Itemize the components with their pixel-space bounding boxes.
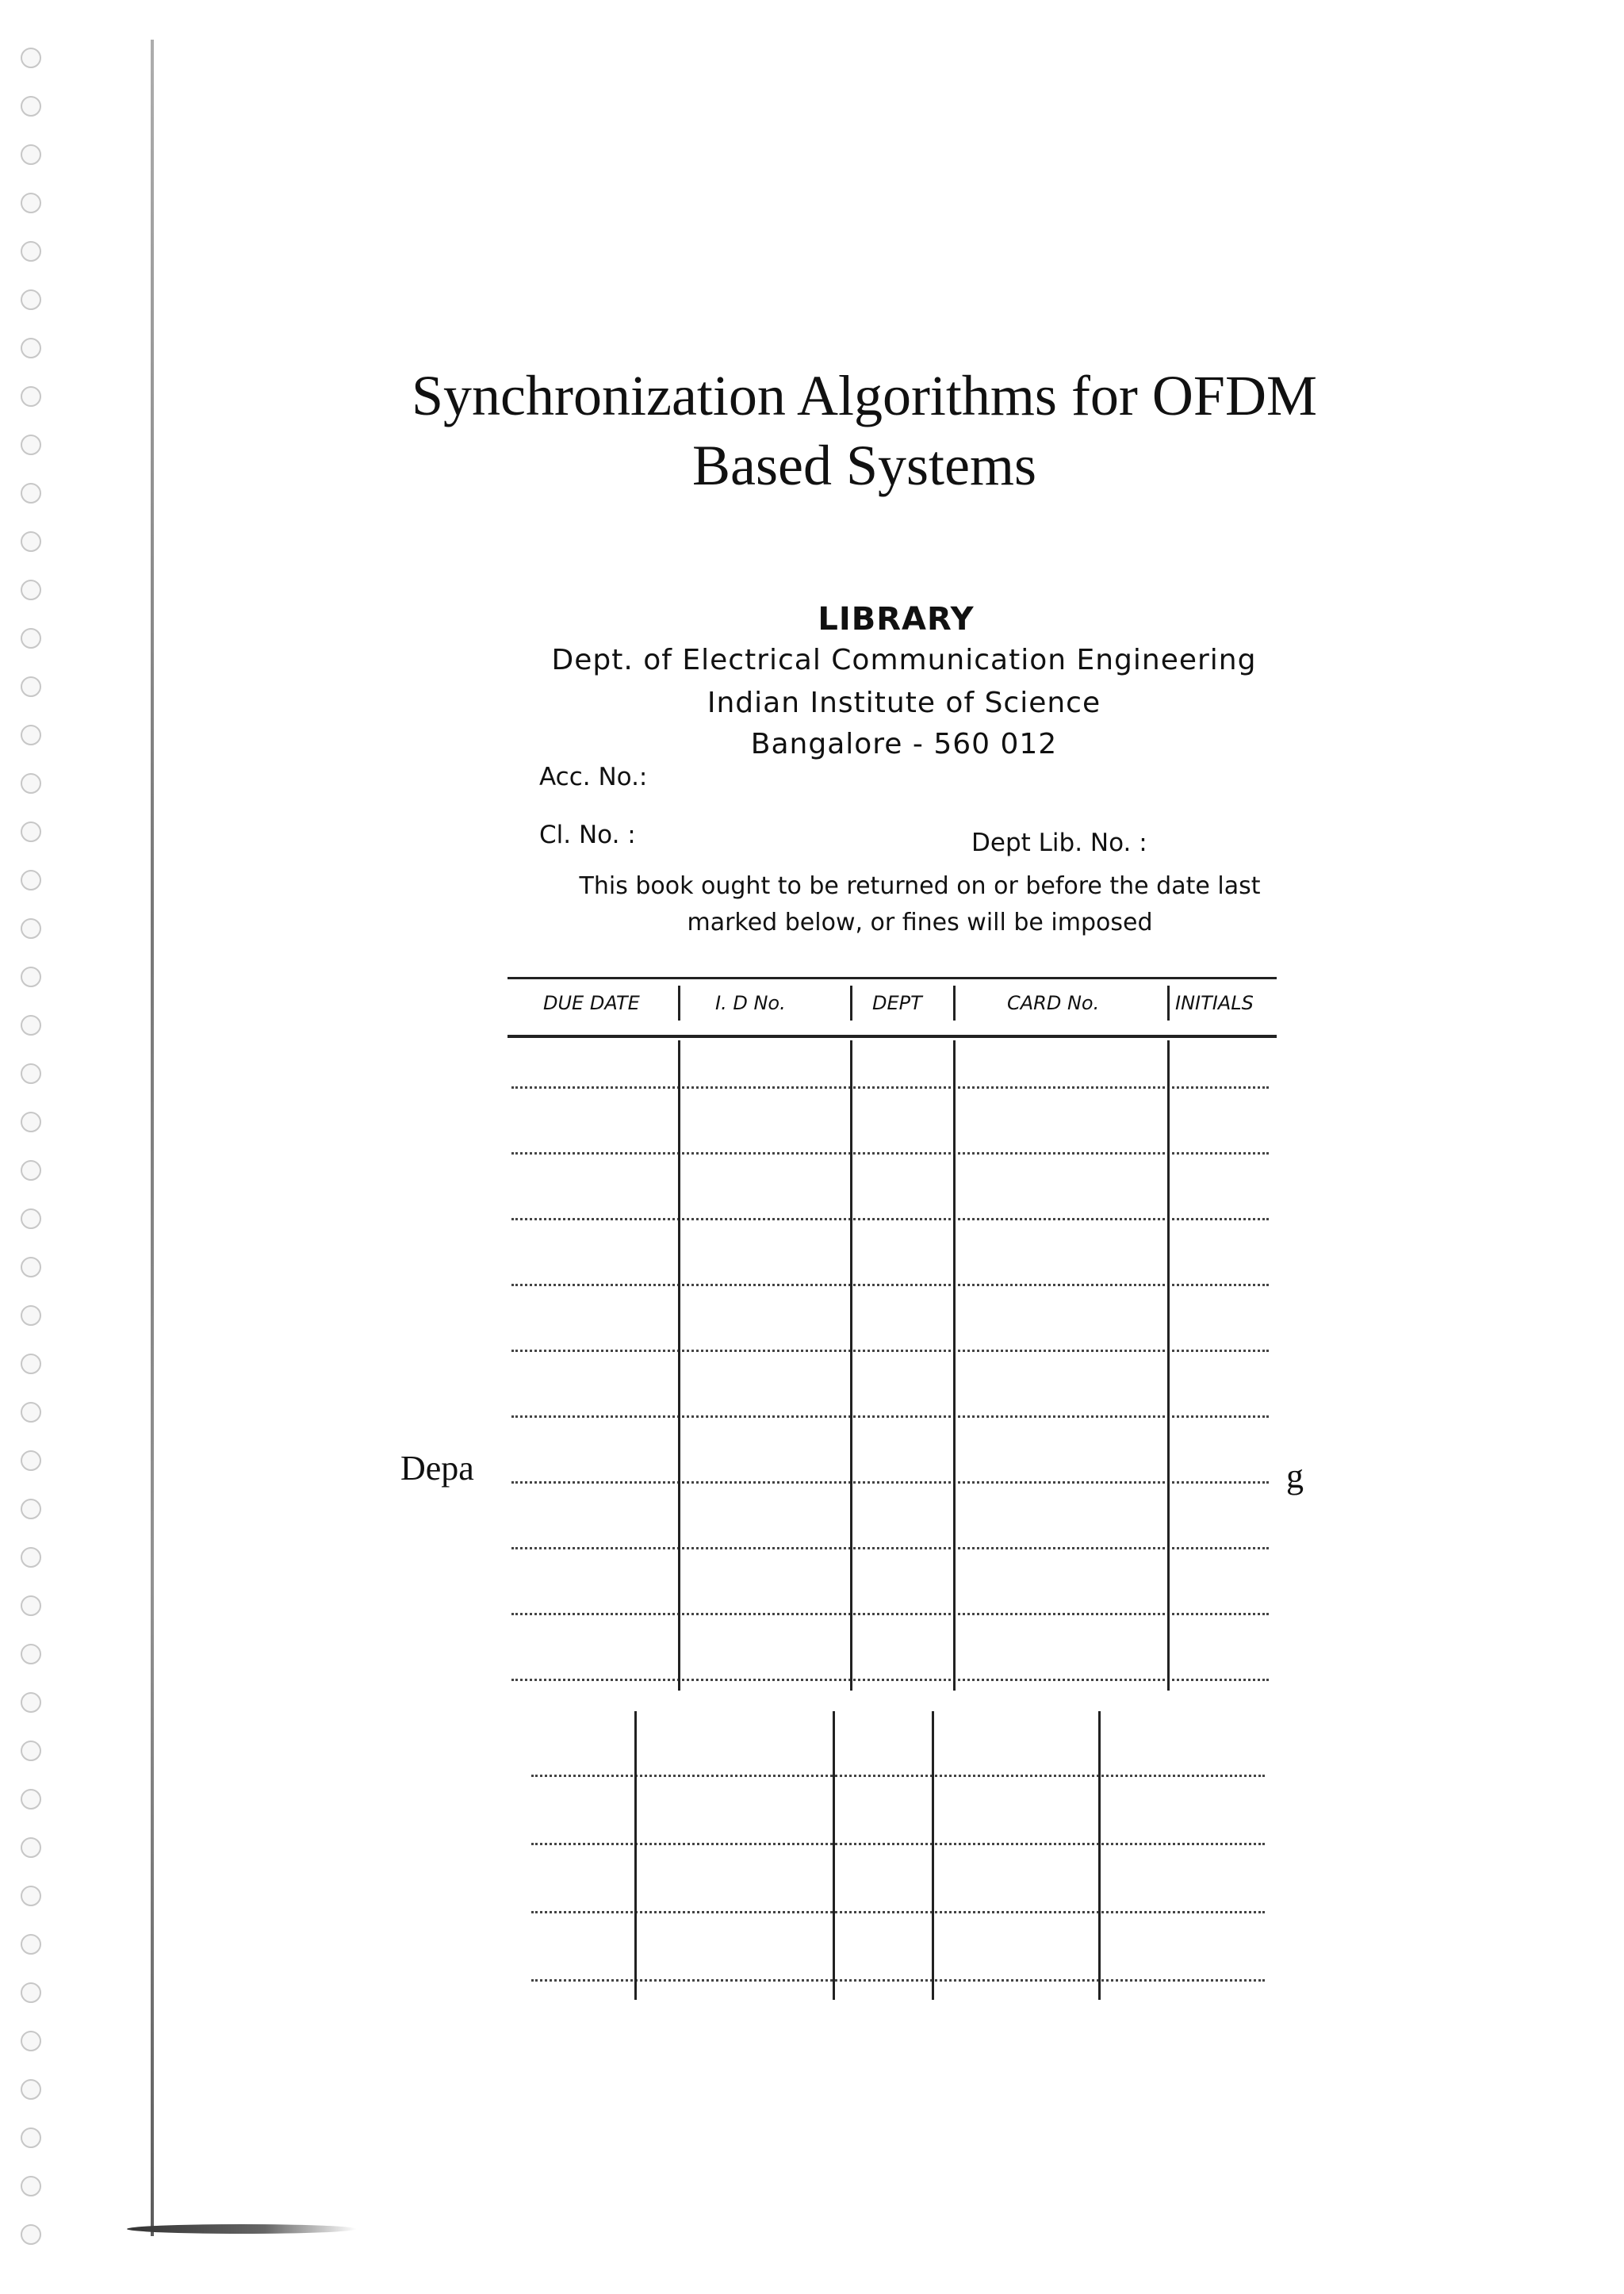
- table-row: [511, 1086, 1269, 1089]
- title-line-1: Synchronization Algorithms for OFDM: [412, 364, 1317, 427]
- binding-hole: [21, 1692, 41, 1713]
- table-row: [531, 1843, 1265, 1845]
- binding-hole: [21, 386, 41, 407]
- binding-hole: [21, 338, 41, 358]
- binding-hole: [21, 918, 41, 939]
- binding-hole: [21, 2176, 41, 2196]
- col-due-date: DUE DATE: [543, 992, 640, 1014]
- column-divider: [932, 1711, 934, 2000]
- column-divider: [850, 1040, 852, 1691]
- table-row: [511, 1415, 1269, 1418]
- binding-hole: [21, 1982, 41, 2003]
- table-row: [511, 1679, 1269, 1681]
- binding-hole: [21, 821, 41, 842]
- dept-lib-no-label: Dept Lib. No. :: [971, 829, 1147, 857]
- hidden-text-left: Depa: [400, 1449, 474, 1488]
- col-initials: INITIALS: [1175, 992, 1254, 1014]
- table-row: [511, 1547, 1269, 1549]
- binding-hole: [21, 580, 41, 600]
- binding-spine: [151, 40, 154, 2236]
- binding-hole: [21, 193, 41, 213]
- binding-hole: [21, 1257, 41, 1277]
- thesis-title: [301, 361, 1427, 500]
- binding-hole: [21, 1160, 41, 1181]
- return-notice-line-1: This book ought to be returned on or before the date last: [579, 872, 1261, 900]
- binding-hole: [21, 1547, 41, 1568]
- table-row: [511, 1218, 1269, 1220]
- binding-hole: [21, 1450, 41, 1471]
- lower-date-table: [531, 1711, 1269, 2005]
- column-divider: [833, 1711, 835, 2000]
- table-row: [511, 1152, 1269, 1155]
- table-row: [511, 1284, 1269, 1286]
- hidden-text-right: g: [1286, 1457, 1304, 1496]
- column-divider: [1098, 1711, 1101, 2000]
- binding-hole: [21, 1789, 41, 1810]
- header-separator: [678, 986, 680, 1021]
- table-row: [531, 1979, 1265, 1982]
- header-separator: [953, 986, 956, 1021]
- return-notice-line-2: marked below, or fines will be imposed: [687, 909, 1153, 936]
- binding-hole: [21, 1741, 41, 1761]
- binding-hole: [21, 2127, 41, 2148]
- binding-hole: [21, 2031, 41, 2051]
- binding-hole: [21, 435, 41, 455]
- stamp-heading: LIBRARY: [818, 601, 975, 638]
- binding-hole: [21, 870, 41, 890]
- binding-hole: [21, 531, 41, 552]
- binding-hole: [21, 1402, 41, 1423]
- due-date-table: [508, 977, 1277, 1691]
- binding-hole: [21, 967, 41, 987]
- col-card-no: CARD No.: [1007, 992, 1100, 1014]
- col-id-no: I. D No.: [715, 992, 786, 1014]
- binding-hole: [21, 1305, 41, 1326]
- binding-hole: [21, 144, 41, 165]
- table-row: [511, 1481, 1269, 1484]
- binding-hole: [21, 725, 41, 745]
- table-row: [531, 1911, 1265, 1913]
- binding-hole: [21, 1112, 41, 1132]
- binding-spine-foot: [127, 2224, 357, 2234]
- col-dept: DEPT: [872, 992, 922, 1014]
- binding-hole: [21, 1595, 41, 1616]
- binding-hole: [21, 483, 41, 504]
- binding-hole: [21, 1208, 41, 1229]
- binding-hole: [21, 1837, 41, 1858]
- due-date-table-header: [508, 977, 1277, 1038]
- cl-no-label: Cl. No. :: [539, 821, 636, 849]
- binding-hole: [21, 628, 41, 649]
- binding-hole: [21, 1063, 41, 1084]
- binding-hole: [21, 773, 41, 794]
- binding-holes: [21, 48, 44, 2260]
- binding-hole: [21, 289, 41, 310]
- stamp-department: Dept. of Electrical Communication Engineering: [551, 644, 1257, 676]
- binding-hole: [21, 2224, 41, 2245]
- table-row: [531, 1775, 1265, 1777]
- column-divider: [1167, 1040, 1170, 1691]
- binding-hole: [21, 1015, 41, 1036]
- stamp-institute: Indian Institute of Science: [707, 687, 1101, 719]
- table-row: [511, 1613, 1269, 1615]
- binding-hole: [21, 1499, 41, 1519]
- stamp-city: Bangalore - 560 012: [750, 728, 1058, 760]
- column-divider: [953, 1040, 956, 1691]
- header-separator: [1167, 986, 1170, 1021]
- binding-hole: [21, 48, 41, 68]
- binding-hole: [21, 2079, 41, 2100]
- binding-hole: [21, 241, 41, 262]
- header-separator: [850, 986, 852, 1021]
- binding-hole: [21, 1934, 41, 1955]
- binding-hole: [21, 1644, 41, 1664]
- binding-hole: [21, 1354, 41, 1374]
- acc-no-label: Acc. No.:: [539, 763, 648, 791]
- title-line-2: Based Systems: [691, 434, 1036, 497]
- binding-hole: [21, 96, 41, 117]
- binding-hole: [21, 676, 41, 697]
- table-row: [511, 1350, 1269, 1352]
- column-divider: [634, 1711, 637, 2000]
- binding-hole: [21, 1886, 41, 1906]
- column-divider: [678, 1040, 680, 1691]
